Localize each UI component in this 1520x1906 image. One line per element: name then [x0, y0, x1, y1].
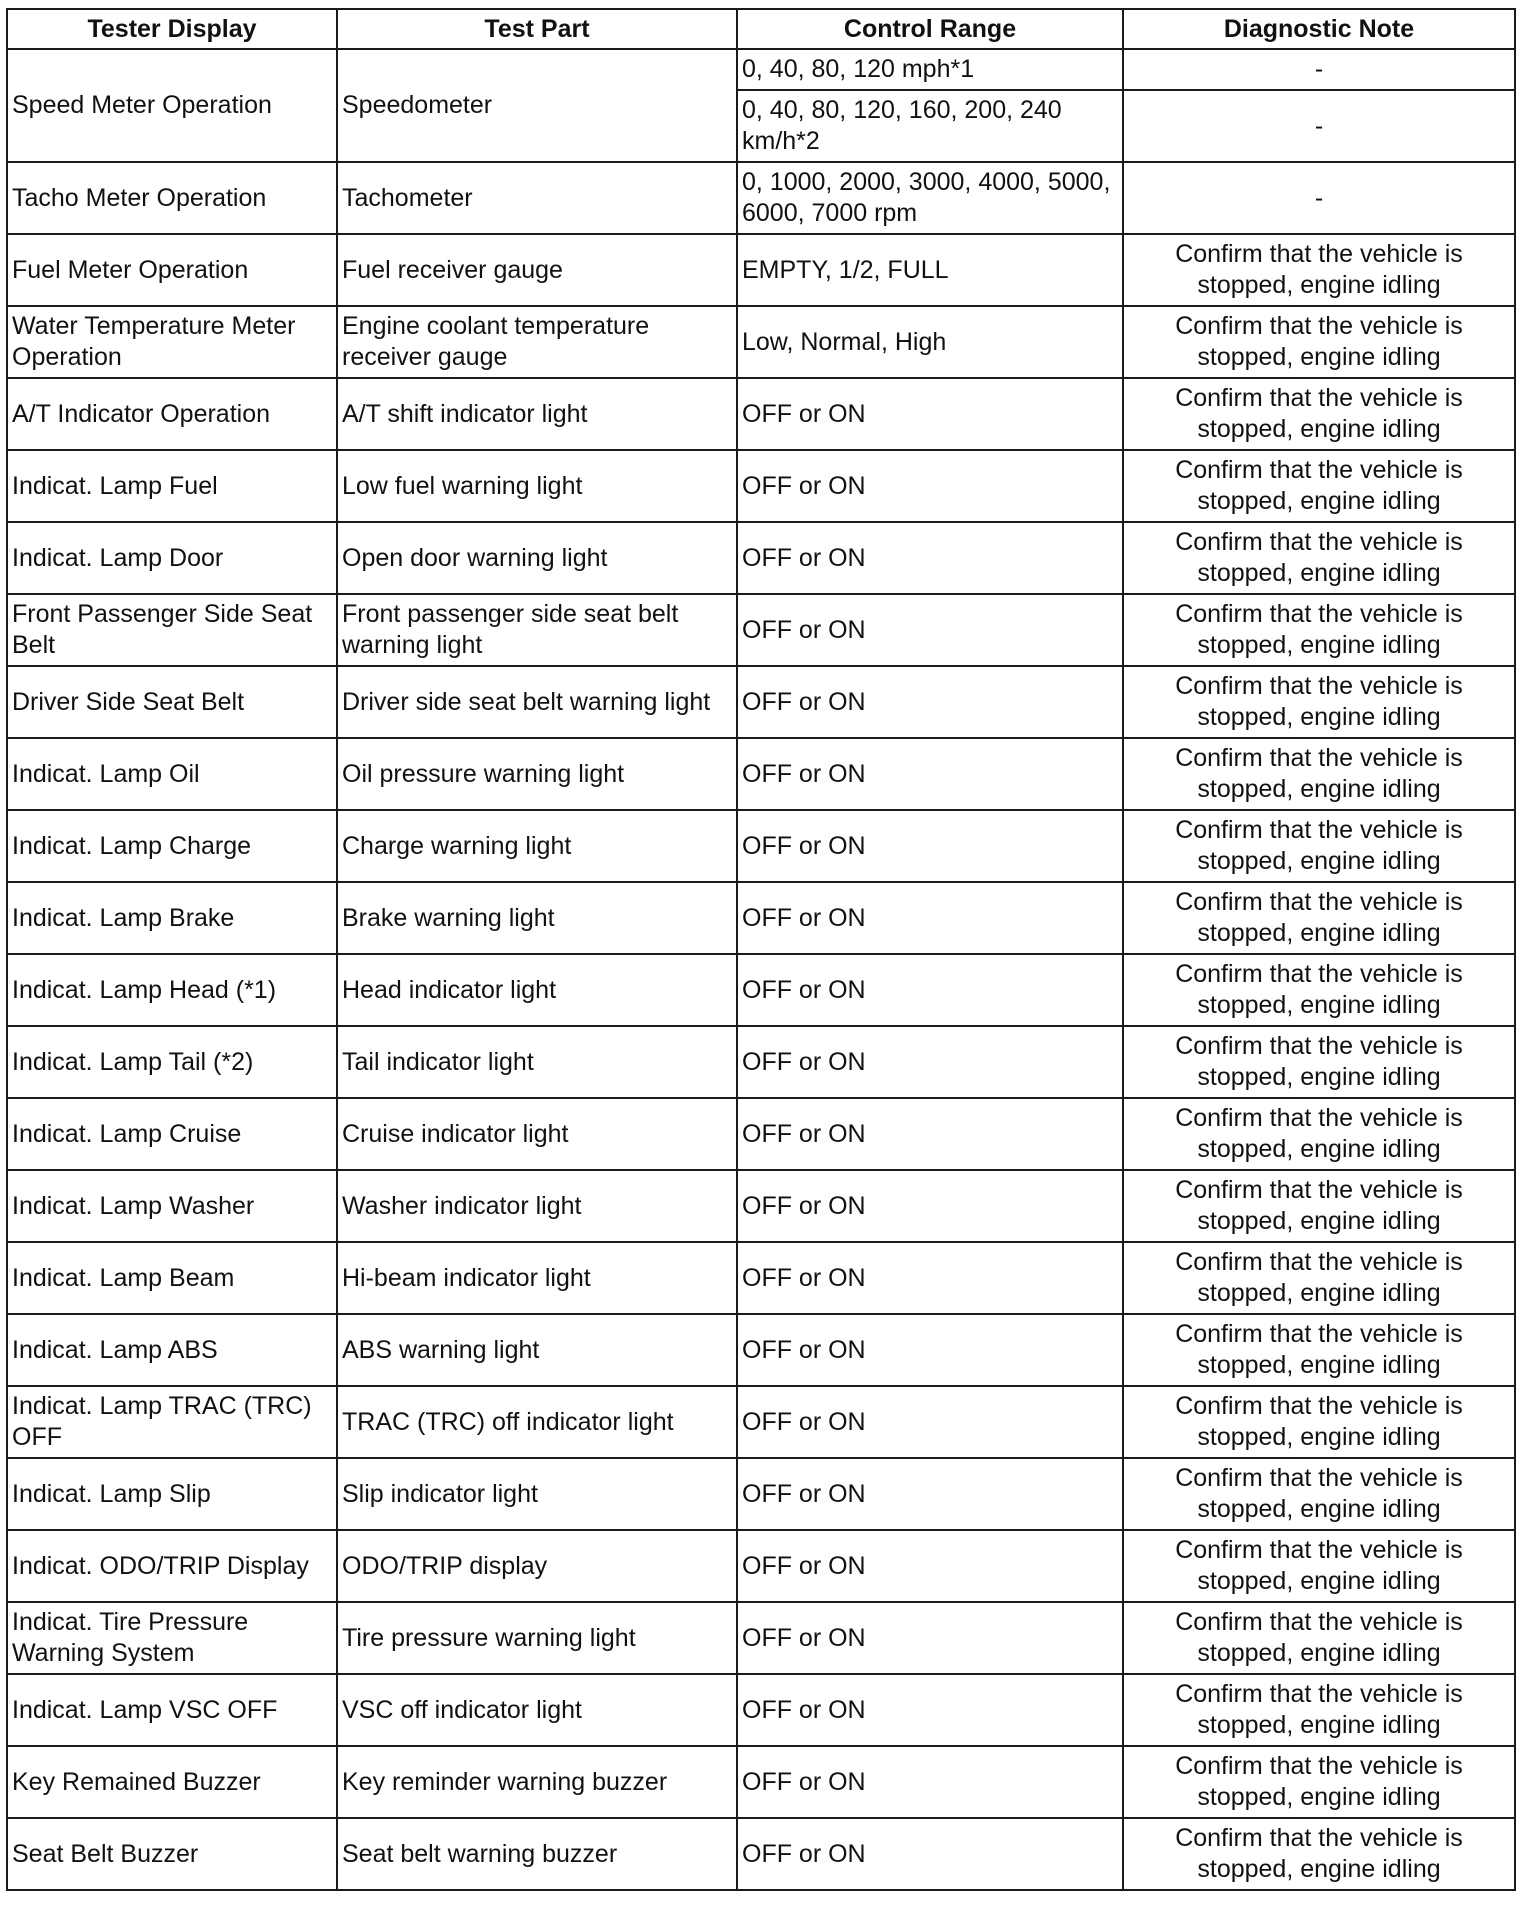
cell-tester-display: Driver Side Seat Belt	[7, 666, 337, 738]
cell-tester-display: Indicat. Lamp ABS	[7, 1314, 337, 1386]
cell-test-part: Tail indicator light	[337, 1026, 737, 1098]
cell-diagnostic-note: Confirm that the vehicle is stopped, engine idling	[1123, 1818, 1515, 1890]
cell-diagnostic-note: Confirm that the vehicle is stopped, engine idling	[1123, 450, 1515, 522]
cell-tester-display: Front Passenger Side Seat Belt	[7, 594, 337, 666]
header-tester-display: Tester Display	[7, 9, 337, 49]
cell-test-part: Slip indicator light	[337, 1458, 737, 1530]
cell-diagnostic-note: Confirm that the vehicle is stopped, engine idling	[1123, 666, 1515, 738]
table-row	[7, 1386, 1515, 1458]
cell-tester-display: Indicat. Lamp Oil	[7, 738, 337, 810]
cell-tester-display: Seat Belt Buzzer	[7, 1818, 337, 1890]
table-row	[7, 1098, 1515, 1170]
cell-test-part: Brake warning light	[337, 882, 737, 954]
cell-control-range: OFF or ON	[737, 1674, 1123, 1746]
cell-control-range: OFF or ON	[737, 1314, 1123, 1386]
cell-control-range: OFF or ON	[737, 450, 1123, 522]
cell-test-part: Tachometer	[337, 162, 737, 234]
table-row	[7, 666, 1515, 738]
cell-control-range: OFF or ON	[737, 378, 1123, 450]
cell-tester-display: Indicat. Lamp Slip	[7, 1458, 337, 1530]
table-row	[7, 1674, 1515, 1746]
cell-tester-display: A/T Indicator Operation	[7, 378, 337, 450]
cell-diagnostic-note: -	[1123, 90, 1515, 162]
cell-tester-display: Indicat. ODO/TRIP Display	[7, 1530, 337, 1602]
cell-diagnostic-note: Confirm that the vehicle is stopped, engine idling	[1123, 1602, 1515, 1674]
header-test-part: Test Part	[337, 9, 737, 49]
cell-control-range: OFF or ON	[737, 666, 1123, 738]
cell-test-part: ABS warning light	[337, 1314, 737, 1386]
table-row	[7, 1530, 1515, 1602]
table-row	[7, 234, 1515, 306]
cell-control-range: OFF or ON	[737, 1458, 1123, 1530]
table-row-speed-mph	[7, 49, 1515, 90]
cell-tester-display: Indicat. Lamp Washer	[7, 1170, 337, 1242]
cell-tester-display: Indicat. Lamp Head (*1)	[7, 954, 337, 1026]
cell-control-range: OFF or ON	[737, 594, 1123, 666]
cell-test-part: Fuel receiver gauge	[337, 234, 737, 306]
cell-diagnostic-note: Confirm that the vehicle is stopped, engine idling	[1123, 306, 1515, 378]
table-row	[7, 1746, 1515, 1818]
table-row	[7, 594, 1515, 666]
table-row	[7, 1314, 1515, 1386]
cell-diagnostic-note: Confirm that the vehicle is stopped, engine idling	[1123, 954, 1515, 1026]
cell-diagnostic-note: Confirm that the vehicle is stopped, engine idling	[1123, 522, 1515, 594]
cell-control-range: OFF or ON	[737, 1602, 1123, 1674]
cell-tester-display: Indicat. Tire Pressure Warning System	[7, 1602, 337, 1674]
cell-test-part: Hi-beam indicator light	[337, 1242, 737, 1314]
cell-test-part: Washer indicator light	[337, 1170, 737, 1242]
cell-diagnostic-note: Confirm that the vehicle is stopped, engine idling	[1123, 1746, 1515, 1818]
header-row	[7, 9, 1515, 49]
cell-test-part: VSC off indicator light	[337, 1674, 737, 1746]
cell-diagnostic-note: Confirm that the vehicle is stopped, engine idling	[1123, 810, 1515, 882]
cell-control-range: OFF or ON	[737, 1170, 1123, 1242]
cell-control-range: OFF or ON	[737, 1242, 1123, 1314]
cell-control-range: OFF or ON	[737, 954, 1123, 1026]
cell-control-range: OFF or ON	[737, 1386, 1123, 1458]
table-row	[7, 1242, 1515, 1314]
cell-control-range: OFF or ON	[737, 738, 1123, 810]
cell-control-range: EMPTY, 1/2, FULL	[737, 234, 1123, 306]
cell-tester-display: Indicat. Lamp VSC OFF	[7, 1674, 337, 1746]
cell-test-part: Open door warning light	[337, 522, 737, 594]
cell-control-range: OFF or ON	[737, 1818, 1123, 1890]
cell-diagnostic-note: Confirm that the vehicle is stopped, engine idling	[1123, 1098, 1515, 1170]
cell-tester-display: Indicat. Lamp Fuel	[7, 450, 337, 522]
table-row	[7, 162, 1515, 234]
cell-diagnostic-note: -	[1123, 49, 1515, 90]
cell-diagnostic-note: Confirm that the vehicle is stopped, engine idling	[1123, 738, 1515, 810]
cell-diagnostic-note: Confirm that the vehicle is stopped, engine idling	[1123, 882, 1515, 954]
table-row	[7, 1170, 1515, 1242]
cell-test-part: ODO/TRIP display	[337, 1530, 737, 1602]
cell-diagnostic-note: Confirm that the vehicle is stopped, engine idling	[1123, 1242, 1515, 1314]
cell-control-range: OFF or ON	[737, 522, 1123, 594]
cell-control-range: OFF or ON	[737, 1026, 1123, 1098]
cell-test-part: Driver side seat belt warning light	[337, 666, 737, 738]
cell-test-part: Tire pressure warning light	[337, 1602, 737, 1674]
table-row	[7, 1026, 1515, 1098]
cell-tester-display: Indicat. Lamp Brake	[7, 882, 337, 954]
cell-diagnostic-note: Confirm that the vehicle is stopped, engine idling	[1123, 234, 1515, 306]
cell-test-part: Speedometer	[337, 49, 737, 162]
cell-tester-display: Fuel Meter Operation	[7, 234, 337, 306]
cell-control-range: OFF or ON	[737, 1746, 1123, 1818]
cell-control-range: 0, 1000, 2000, 3000, 4000, 5000, 6000, 7000 rpm	[737, 162, 1123, 234]
cell-test-part: Head indicator light	[337, 954, 737, 1026]
cell-tester-display: Indicat. Lamp Door	[7, 522, 337, 594]
cell-test-part: Charge warning light	[337, 810, 737, 882]
table-row	[7, 1818, 1515, 1890]
header-control-range: Control Range	[737, 9, 1123, 49]
cell-diagnostic-note: Confirm that the vehicle is stopped, engine idling	[1123, 1458, 1515, 1530]
cell-tester-display: Indicat. Lamp Tail (*2)	[7, 1026, 337, 1098]
cell-diagnostic-note: Confirm that the vehicle is stopped, engine idling	[1123, 594, 1515, 666]
cell-test-part: Engine coolant temperature receiver gauge	[337, 306, 737, 378]
cell-tester-display: Indicat. Lamp Charge	[7, 810, 337, 882]
cell-tester-display: Speed Meter Operation	[7, 49, 337, 162]
cell-tester-display: Indicat. Lamp Beam	[7, 1242, 337, 1314]
cell-control-range: OFF or ON	[737, 810, 1123, 882]
table-body	[7, 49, 1515, 1890]
cell-diagnostic-note: Confirm that the vehicle is stopped, engine idling	[1123, 1170, 1515, 1242]
table-row	[7, 738, 1515, 810]
cell-tester-display: Indicat. Lamp Cruise	[7, 1098, 337, 1170]
table-row	[7, 810, 1515, 882]
table-row	[7, 522, 1515, 594]
cell-tester-display: Indicat. Lamp TRAC (TRC) OFF	[7, 1386, 337, 1458]
cell-control-range: OFF or ON	[737, 882, 1123, 954]
cell-test-part: Seat belt warning buzzer	[337, 1818, 737, 1890]
cell-diagnostic-note: Confirm that the vehicle is stopped, engine idling	[1123, 378, 1515, 450]
table-row	[7, 1458, 1515, 1530]
cell-tester-display: Tacho Meter Operation	[7, 162, 337, 234]
table-row	[7, 882, 1515, 954]
active-test-table	[6, 8, 1516, 1891]
cell-test-part: Oil pressure warning light	[337, 738, 737, 810]
table-row	[7, 378, 1515, 450]
cell-diagnostic-note: Confirm that the vehicle is stopped, engine idling	[1123, 1386, 1515, 1458]
cell-control-range: OFF or ON	[737, 1530, 1123, 1602]
table-row	[7, 450, 1515, 522]
cell-tester-display: Water Temperature Meter Operation	[7, 306, 337, 378]
cell-tester-display: Key Remained Buzzer	[7, 1746, 337, 1818]
cell-control-range: 0, 40, 80, 120, 160, 200, 240 km/h*2	[737, 90, 1123, 162]
cell-diagnostic-note: Confirm that the vehicle is stopped, engine idling	[1123, 1026, 1515, 1098]
cell-control-range: OFF or ON	[737, 1098, 1123, 1170]
cell-diagnostic-note: -	[1123, 162, 1515, 234]
cell-diagnostic-note: Confirm that the vehicle is stopped, engine idling	[1123, 1674, 1515, 1746]
cell-test-part: Front passenger side seat belt warning light	[337, 594, 737, 666]
table-row	[7, 306, 1515, 378]
table-row	[7, 1602, 1515, 1674]
cell-control-range: 0, 40, 80, 120 mph*1	[737, 49, 1123, 90]
cell-test-part: Cruise indicator light	[337, 1098, 737, 1170]
table-row	[7, 954, 1515, 1026]
cell-diagnostic-note: Confirm that the vehicle is stopped, engine idling	[1123, 1314, 1515, 1386]
cell-test-part: Key reminder warning buzzer	[337, 1746, 737, 1818]
cell-test-part: TRAC (TRC) off indicator light	[337, 1386, 737, 1458]
cell-test-part: Low fuel warning light	[337, 450, 737, 522]
cell-test-part: A/T shift indicator light	[337, 378, 737, 450]
cell-control-range: Low, Normal, High	[737, 306, 1123, 378]
cell-diagnostic-note: Confirm that the vehicle is stopped, engine idling	[1123, 1530, 1515, 1602]
header-diagnostic-note: Diagnostic Note	[1123, 9, 1515, 49]
